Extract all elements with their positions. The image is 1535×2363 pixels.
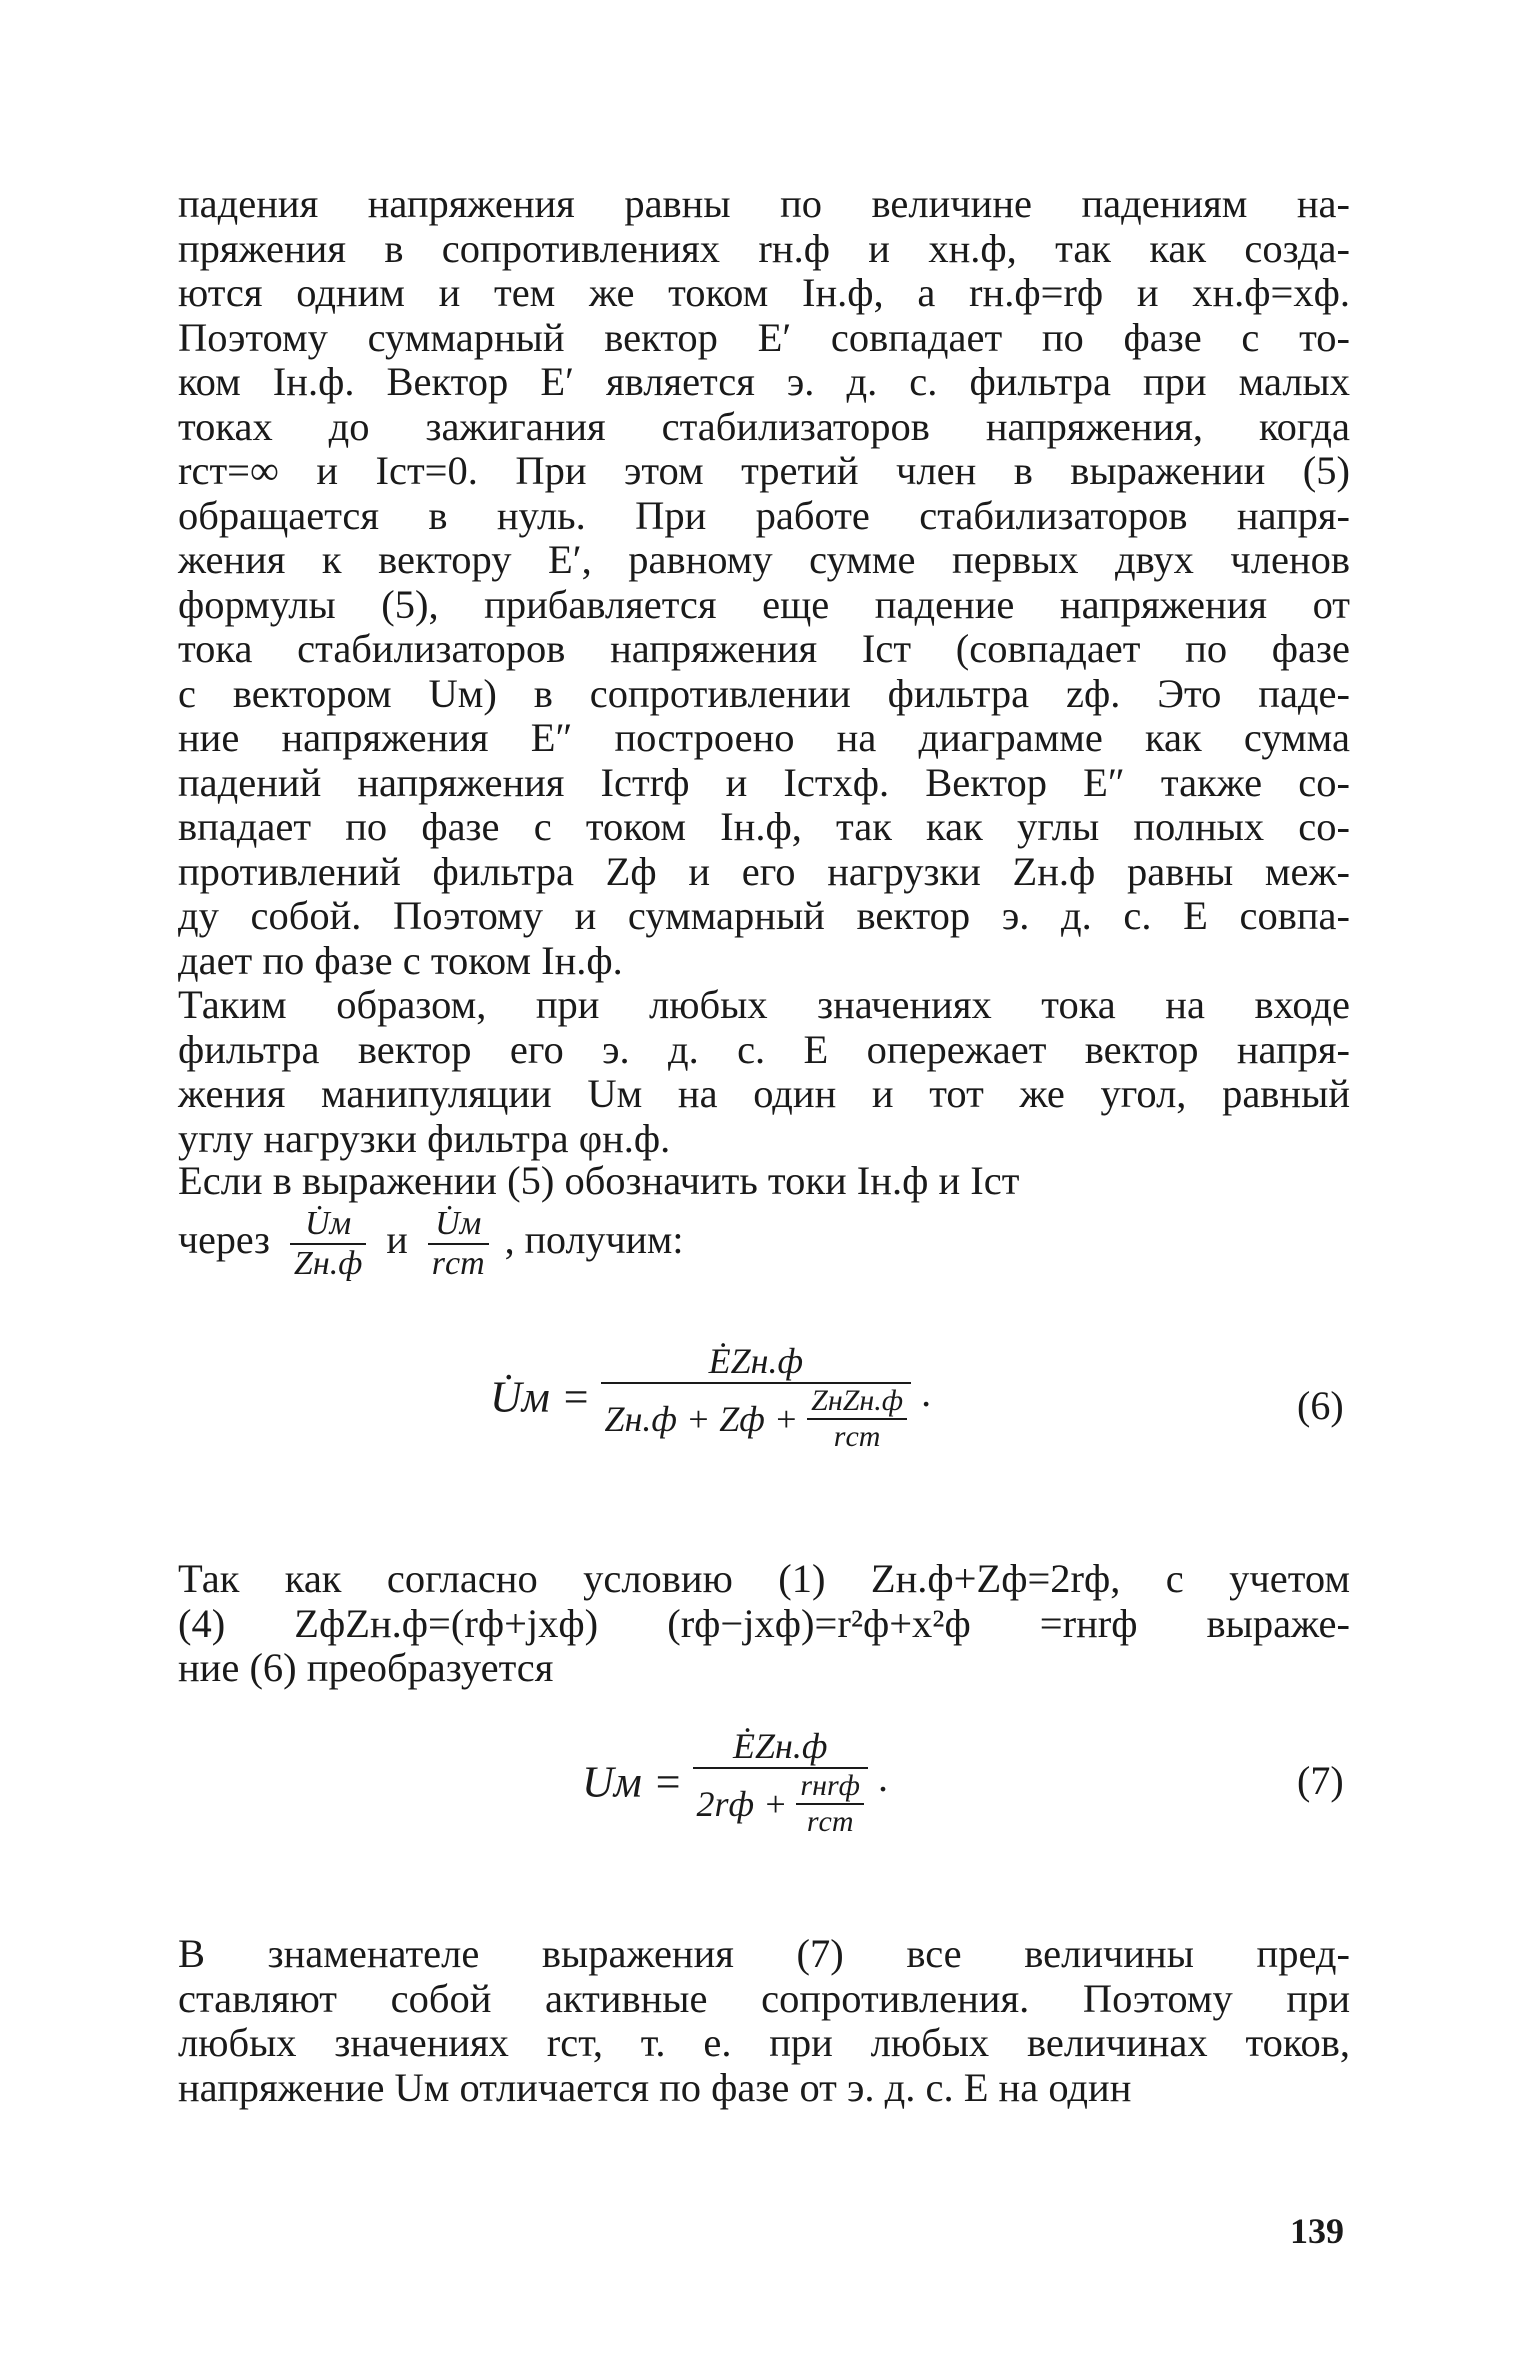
page-number: 139 [1290,2211,1344,2251]
text-line: пряжения в сопротивлениях rн.ф и xн.ф, так как созда- [178,225,1350,271]
through-conjunction: и [386,1217,408,1263]
paragraph-3 [178,1159,1350,1204]
equation-lhs: Uм = [582,1757,683,1807]
equation-inner-fraction [796,1769,864,1839]
fraction-denominator: Zн.ф [293,1245,363,1282]
text-line: углу нагрузки фильтра φн.ф. [178,1115,671,1161]
equation-7-number: (7) [1297,1758,1344,1803]
denominator-terms: 2rф + [696,1784,788,1824]
paragraph-1 [178,182,1350,983]
through-line [178,1205,683,1283]
fraction-um-over-zn [290,1205,366,1283]
through-prefix: через [178,1217,270,1263]
text-line: падений напряжения Iстrф и Iстxф. Вектор E″ также со- [178,759,1350,805]
equation-inner-fraction [807,1384,907,1454]
text-line: В знаменателе выражения (7) все величины пред- [178,1931,1350,1976]
text-line: жения к вектору E′, равному сумме первых двух членов [178,537,1350,582]
inner-denominator: rст [806,1805,854,1838]
equation-denominator [693,1769,868,1839]
text-line: Таким образом, при любых значениях тока на входе [178,982,1350,1027]
text-line: ком Iн.ф. Вектор E′ является э. д. с. фильтра при малых [178,359,1350,404]
equation-denominator [601,1384,912,1454]
equation-6-number: (6) [1297,1383,1344,1428]
text-line: ние (6) преобразуется [178,1645,554,1690]
text-line: впадает по фазе с током Iн.ф, так как углы полных со- [178,804,1350,849]
text-line: любых значениях rст, т. е. при любых величинах токов, [178,2020,1350,2065]
text-line: дает по фазе с током Iн.ф. [178,937,623,983]
denominator-terms: Zн.ф + Zф + [604,1399,799,1439]
fraction-numerator: U̇м [290,1205,366,1245]
text-line: жения манипуляции Uм на один и тот же угол, равный [178,1071,1350,1116]
fraction-um-over-rst [428,1205,489,1283]
equation-7 [582,1725,888,1839]
text-line: rст=∞ и Iст=0. При этом третий член в выражении (5) [178,448,1350,493]
text-line: падения напряжения равны по величине падениям на- [178,181,1350,226]
text-line: Если в выражении (5) обозначить токи Iн.ф и Iст [178,1158,1020,1203]
text-line: противлений фильтра Zф и его нагрузки Zн.ф равны меж- [178,848,1350,894]
text-line: ются одним и тем же током Iн.ф, а rн.ф=rф и xн.ф=xф. [178,270,1350,315]
text-line: токах до зажигания стабилизаторов напряжения, когда [178,403,1350,449]
text-line: ние напряжения E″ построено на диаграмме как сумма [178,715,1350,760]
paragraph-4 [178,1557,1350,1691]
paragraph-2 [178,983,1350,1161]
equation-trailing-dot: . [877,1755,888,1801]
text-line: напряжение Uм отличается по фазе от э. д. с. E на один [178,2064,1132,2110]
text-line: фильтра вектор его э. д. с. E опережает вектор напря- [178,1026,1350,1072]
paragraph-5 [178,1932,1350,2110]
through-suffix: , получим: [504,1217,684,1263]
equation-main-fraction [693,1725,868,1839]
equation-numerator: ĖZн.ф [693,1725,868,1769]
text-line: обращается в нуль. При работе стабилизаторов напря- [178,492,1350,538]
equation-numerator: ĖZн.ф [601,1340,912,1384]
text-line: (4) ZфZн.ф=(rф+jxф) (rф−jxф)=r²ф+x²ф =rнrф выраже- [178,1600,1350,1646]
text-line: тока стабилизаторов напряжения Iст (совпадает по фазе [178,626,1350,671]
fraction-denominator: rст [431,1245,485,1282]
equation-lhs: U̇м = [490,1372,591,1422]
text-line: Так как согласно условию (1) Zн.ф+Zф=2rф, с учетом [178,1556,1350,1601]
text-line: формулы (5), прибавляется еще падение напряжения от [178,581,1350,627]
text-line: ставляют собой активные сопротивления. Поэтому при [178,1975,1350,2021]
inner-numerator: rнrф [796,1769,864,1805]
equation-6 [490,1340,931,1454]
inner-numerator: ZнZн.ф [807,1384,907,1420]
text-line: Поэтому суммарный вектор E′ совпадает по фазе с то- [178,314,1350,360]
equation-main-fraction [601,1340,912,1454]
text-line: ду собой. Поэтому и суммарный вектор э. д. с. E совпа- [178,893,1350,938]
inner-denominator: rст [833,1420,881,1453]
equation-trailing-dot: . [921,1370,932,1416]
fraction-numerator: U̇м [428,1205,489,1245]
text-line: с вектором Uм) в сопротивлении фильтра zф. Это паде- [178,670,1350,716]
